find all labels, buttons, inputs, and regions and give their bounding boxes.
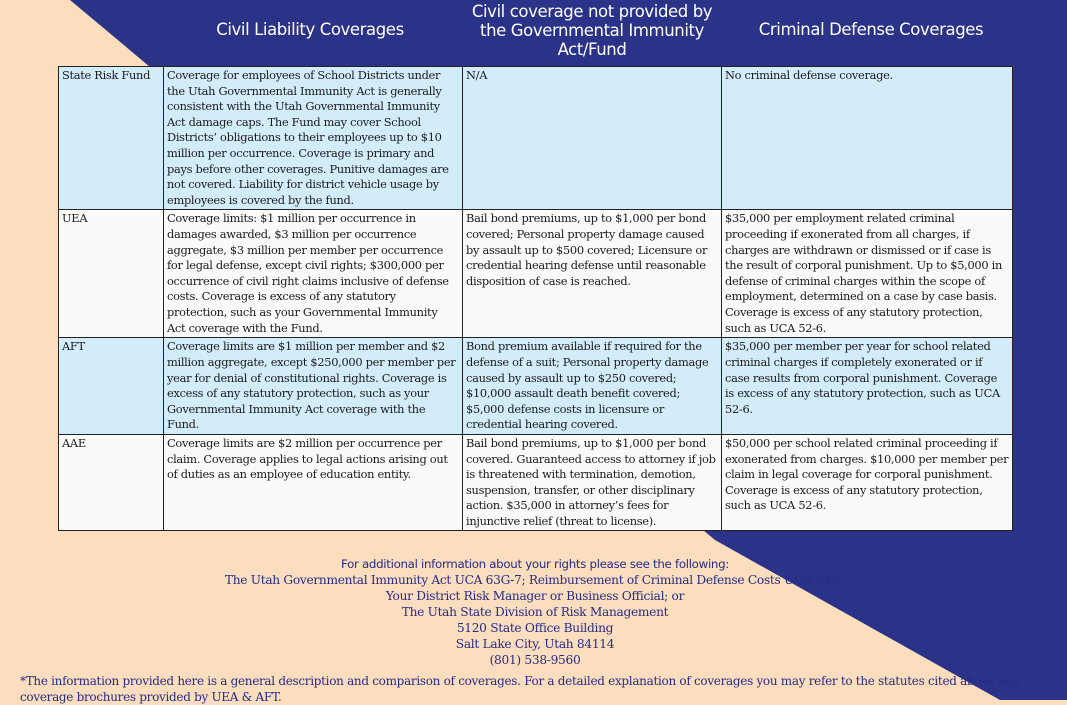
disclaimer-note: *The information provided here is a general description and comparison of coverages. For a detailed explanation of coverages you may refer to the statutes cited above and coverage brochures provided by UEA & AFT.	[20, 674, 1020, 704]
org-cell: State Risk Fund	[59, 67, 164, 210]
address-building: 5120 State Office Building	[456, 621, 614, 635]
district-contact-line: Your District Risk Manager or Business Official; or	[385, 589, 685, 603]
phone-number: (801) 538-9560	[489, 653, 581, 667]
table-row-aft	[59, 338, 1013, 435]
org-cell: AAE	[59, 434, 164, 531]
criminal-defense-cell: $35,000 per member per year for school related criminal charges if completely exonerated or if case results from corporal punishment. Coverage is excess of any statutory protection, such as UCA 52-6.	[722, 338, 1013, 435]
header-criminal-defense: Criminal Defense Coverages	[758, 20, 984, 39]
civil-liability-cell: Coverage for employees of School Districts under the Utah Governmental Immunity Act is generally consistent with the Utah Governmental Immunity Act damage caps. The Fund may cover School Districts’ obligations to their employees up to $10 million per occurrence. Coverage is primary and pays before other coverages. Punitive damages are not covered. Liability for district vehicle usage by employees is covered by the fund.	[164, 67, 463, 210]
org-cell: AFT	[59, 338, 164, 435]
table-row-state-risk-fund	[59, 67, 1013, 210]
header-civil-not-provided: Civil coverage not provided by the Governmental Immunity Act/Fund	[471, 2, 713, 59]
not-provided-cell: Bail bond premiums, up to $1,000 per bond covered. Guaranteed access to attorney if job is threatened with termination, demotion, suspension, transfer, or other disciplinary action. $35,000 in attorney’s fees for injunctive relief (threat to license).	[463, 434, 722, 531]
org-cell: UEA	[59, 210, 164, 338]
not-provided-cell: Bond premium available if required for the defense of a suit; Personal property damage caused by assault up to $250 covered; $10,000 assault death benefit covered; $5,000 defense costs in licensure or credential hearing covered.	[463, 338, 722, 435]
criminal-defense-cell: $35,000 per employment related criminal proceeding if exonerated from all charges, if charges are withdrawn or dismissed or if case is the result of corporal punishment. Up to $5,000 in defense of criminal charges within the scope of employment, determined on a case by case basis. Coverage is excess of any statutory protection, such as UCA 52-6.	[722, 210, 1013, 338]
coverage-comparison-table	[58, 66, 1013, 531]
additional-info-block	[200, 556, 870, 668]
division-name: The Utah State Division of Risk Management	[401, 605, 669, 619]
not-provided-cell: N/A	[463, 67, 722, 210]
criminal-defense-cell: $50,000 per school related criminal proceeding if exonerated from charges. $10,000 per member per claim in legal coverage for corporal punishment. Coverage is excess of any statutory protection, such as UCA 52-6.	[722, 434, 1013, 531]
criminal-defense-cell: No criminal defense coverage.	[722, 67, 1013, 210]
header-civil-liability: Civil Liability Coverages	[216, 20, 404, 39]
civil-liability-cell: Coverage limits: $1 million per occurrence in damages awarded, $3 million per occurrence aggregate, $3 million per member per occurrence for legal defense, except civil rights; $300,000 per occurrence of civil right claims inclusive of defense costs. Coverage is excess of any statutory protection, such as your Governmental Immunity Act coverage with the Fund.	[164, 210, 463, 338]
civil-liability-cell: Coverage limits are $2 million per occurrence per claim. Coverage applies to legal actions arising out of duties as an employee of education entity.	[164, 434, 463, 531]
table-row-aae	[59, 434, 1013, 531]
additional-info-intro: For additional information about your rights please see the following:	[341, 557, 729, 571]
table-row-uea	[59, 210, 1013, 338]
address-city: Salt Lake City, Utah 84114	[455, 637, 615, 651]
civil-liability-cell: Coverage limits are $1 million per member and $2 million aggregate, except $250,000 per member per year for denial of constitutional rights. Coverage is excess of any statutory protection, such as your Governmental Immunity Act coverage with the Fund.	[164, 338, 463, 435]
not-provided-cell: Bail bond premiums, up to $1,000 per bond covered; Personal property damage caused by assault up to $500 covered; Licensure or credential hearing defense until reasonable disposition of case is reached.	[463, 210, 722, 338]
statute-references: The Utah Governmental Immunity Act UCA 63G-7; Reimbursement of Criminal Defense Costs UCA 52-6;	[224, 573, 846, 587]
